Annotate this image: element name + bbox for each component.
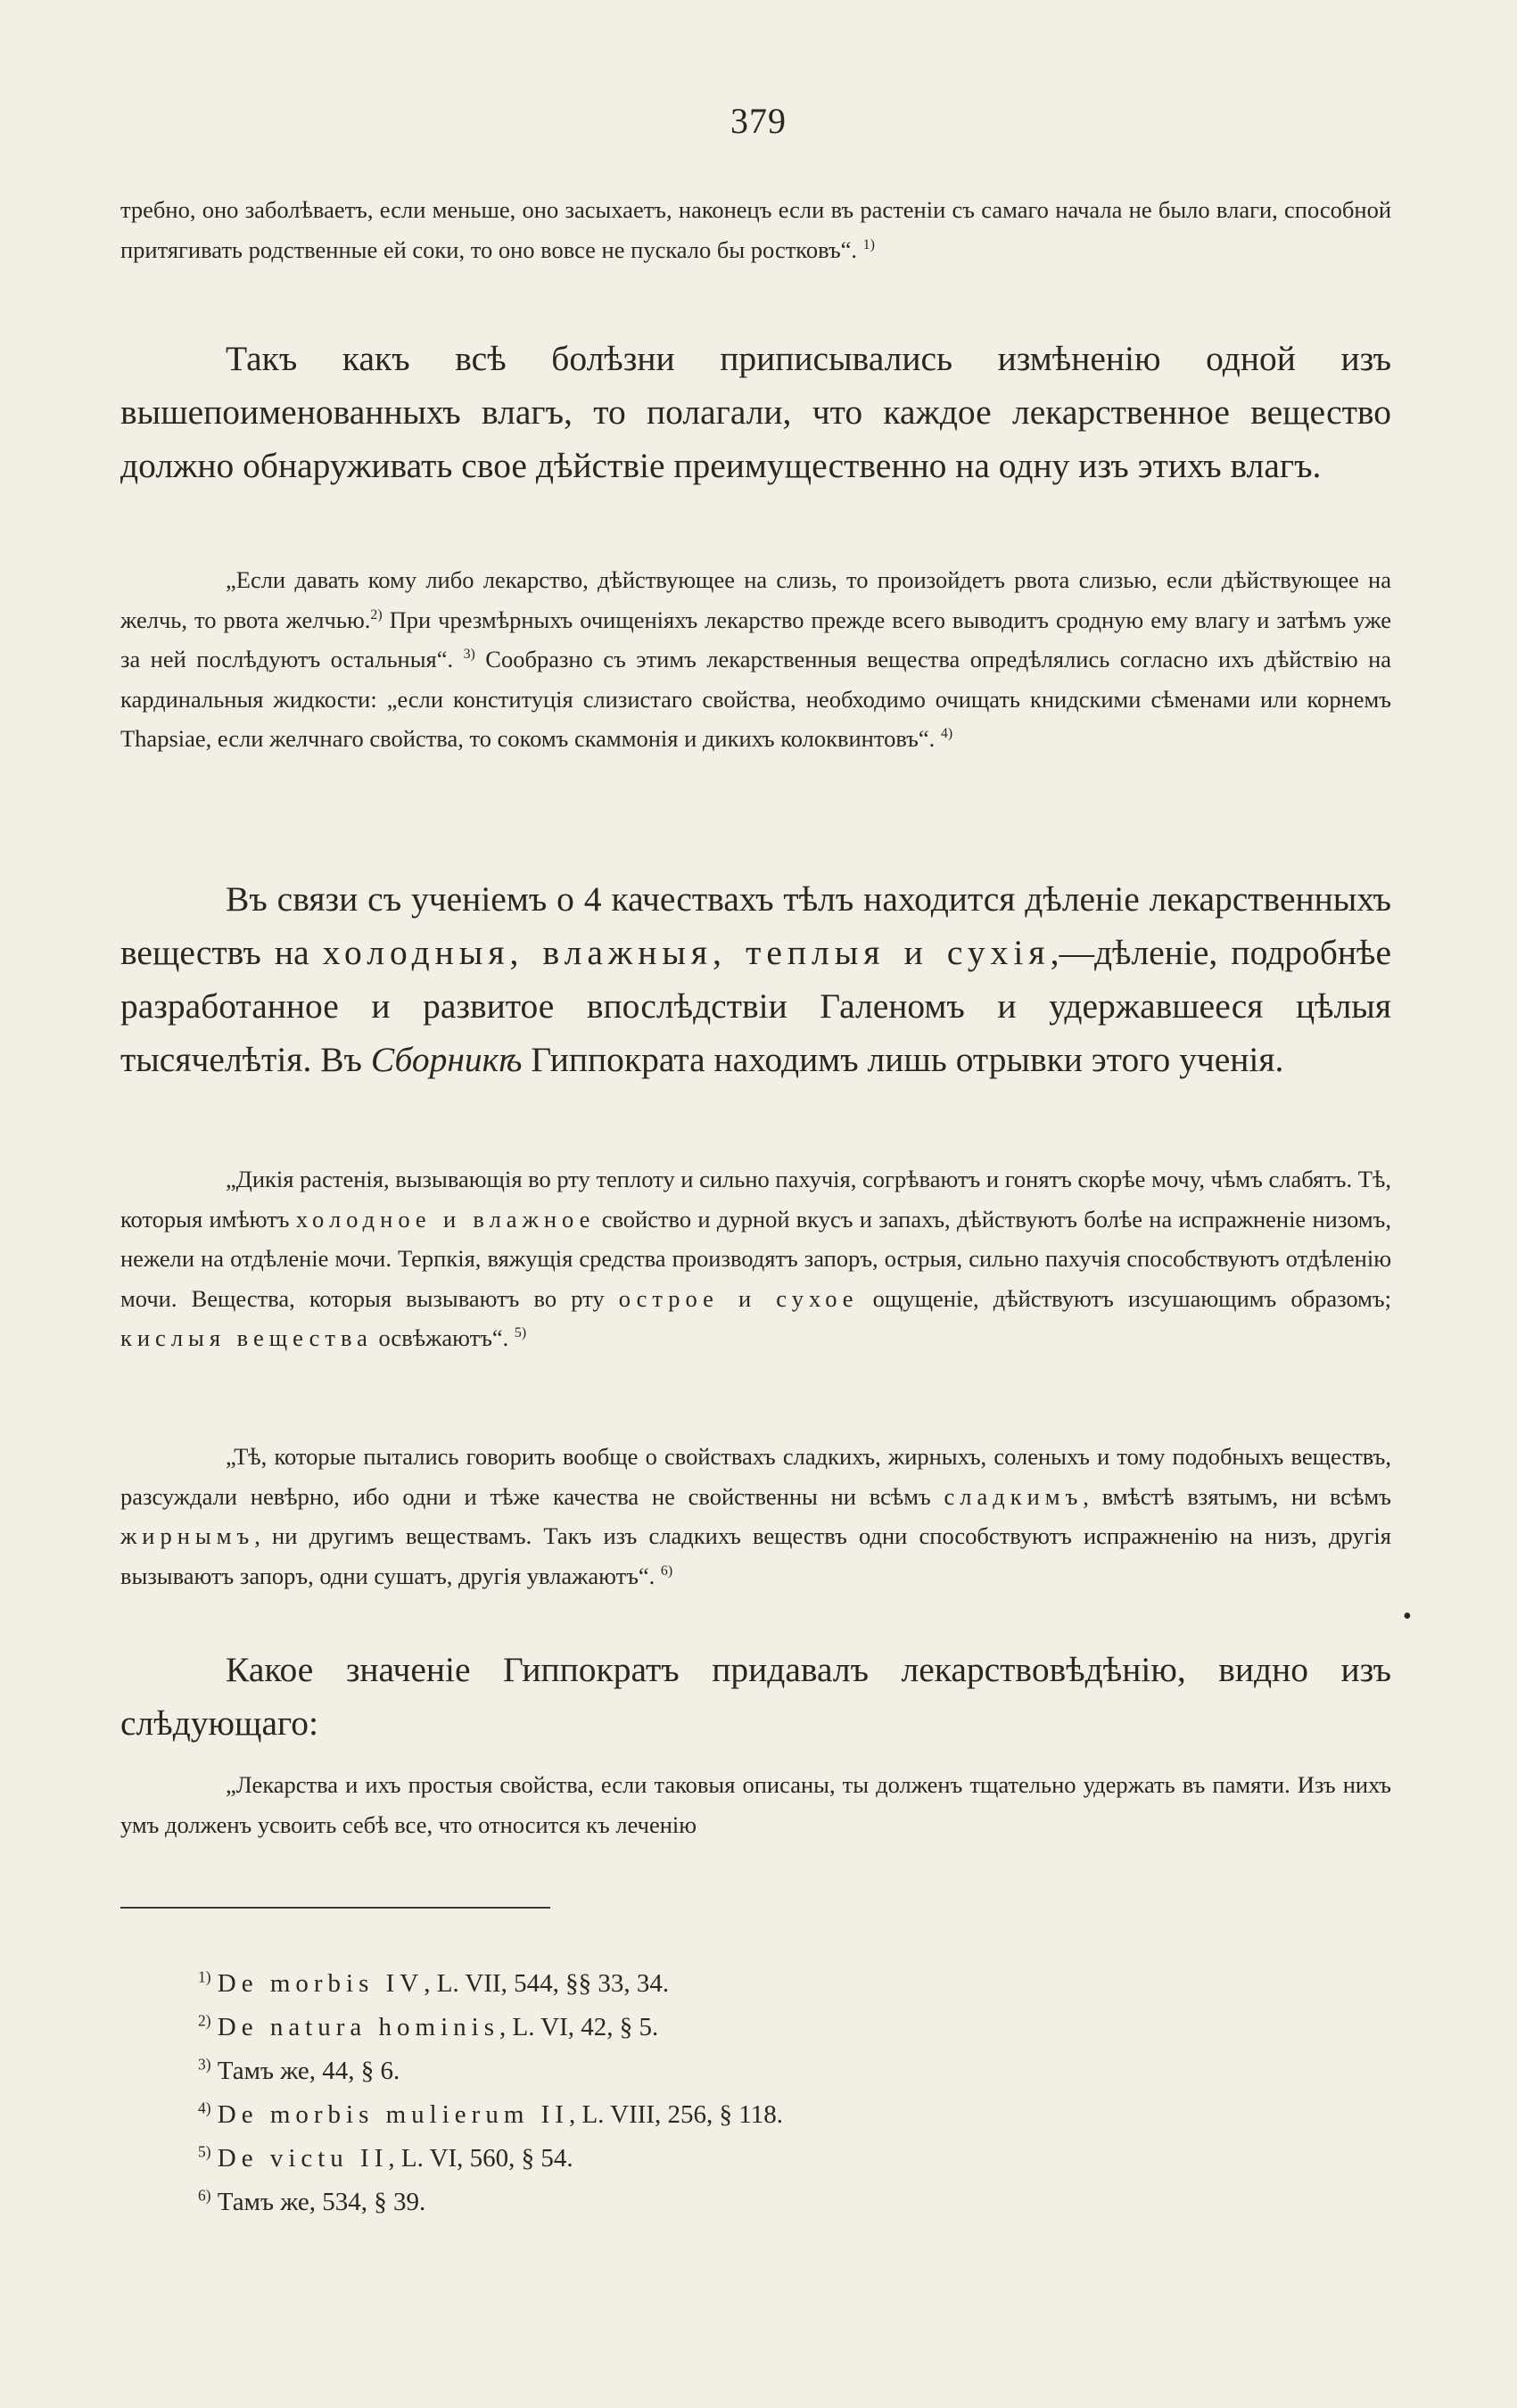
footnote-ref: 3) — [463, 647, 475, 663]
footnote: $^{1)}$ De morbis IV, L. VII, 544, §§ 33, 34. — [198, 1967, 670, 1998]
spaced-emphasis: жирнымъ — [120, 1522, 255, 1549]
quotation-2: „Дикія растенія, вызывающія во рту теплоту и сильно пахучія, согрѣваютъ и гонятъ скорѣе мочу, чѣмъ слабятъ. Тѣ, которыя имѣютъ холодное и влажное свойство и дурной вкусъ и запахъ, дѣйствуютъ болѣе на испражненіе низомъ, нежели на отдѣленіе мочи. Терпкія, вяжущія средства производятъ запоръ, острыя, сильно пахучія способствуютъ отдѣленію мочи. Вещества, которыя вызываютъ во рту острое и сухое ощущеніе, дѣйствуютъ изсушающимъ образомъ; кислыя вещества освѣжаютъ“. $^{5)}$ — [120, 1166, 1391, 1351]
spaced-emphasis: холодное и влажное — [295, 1205, 596, 1233]
footnote-ref: 1) — [862, 236, 875, 252]
footnote: $^{4)}$ De morbis mulierum II, L. VIII, 256, § 118. — [198, 2099, 783, 2129]
footnote: $^{3)}$ Тамъ же, 44, § 6. — [198, 2055, 400, 2085]
quotation-3: „Тѣ, которые пытались говорить вообще о свойствахъ сладкихъ, жирныхъ, соленыхъ и тому подобныхъ веществъ, разсуждали невѣрно, ибо одни и тѣже качества не свойственны ни всѣмъ сладкимъ, вмѣстѣ взятымъ, ни всѣмъ жирнымъ, ни другимъ веществамъ. Такъ изъ сладкихъ веществъ одни способствуютъ испражненію на низъ, другія вызываютъ запоръ, одни сушатъ, другія увлажаютъ“. $^{6)}$ — [120, 1443, 1391, 1589]
footnote: $^{5)}$ De victu II, L. VI, 560, § 54. — [198, 2142, 573, 2173]
quotation-4: „Лекарства и ихъ простыя свойства, если таковыя описаны, ты долженъ тщательно удержать въ памяти. Изъ нихъ умъ долженъ усвоить себѣ все, что относится къ леченію — [120, 1771, 1391, 1838]
footnote: $^{6)}$ Тамъ же, 534, § 39. — [198, 2186, 426, 2216]
paragraph-main-1: Такъ какъ всѣ болѣзни приписывались измѣненію одной изъ вышепоименованныхъ влагъ, то полагали, что каждое лекарственное вещество должно обнаруживать свое дѣйствіе преимущественно на одну изъ этихъ влагъ. — [120, 339, 1391, 485]
spaced-emphasis: сладкимъ — [944, 1482, 1084, 1510]
footnote: $^{2)}$ De natura hominis, L. VI, 42, § 5. — [198, 2011, 659, 2041]
footnote-ref: 6) — [660, 1563, 673, 1579]
italic-emphasis: Сборникѣ — [370, 1040, 523, 1079]
footnote-ref: 5) — [514, 1325, 527, 1341]
footnotes — [198, 1962, 1268, 2224]
quotation-1: „Если давать кому либо лекарство, дѣйствующее на слизь, то произойдетъ рвота слизью, если дѣйствующее на желчь, то рвота желчью.$^{2)}$ При чрезмѣрныхъ очищеніяхъ лекарство прежде всего выводитъ сродную ему влагу и затѣмъ уже за ней послѣдуютъ остальныя“. $^{3)}$ Сообразно съ этимъ лекарственныя вещества опредѣлялись согласно ихъ дѣйствію на кардинальныя жидкости: „если конституція слизистаго свойства, необходимо очищать книдскими сѣменами или корнемъ Thapsiae, если желчнаго свойства, то сокомъ скаммонія и дикихъ колоквинтовъ“. $^{4)}$ — [120, 566, 1392, 752]
footnote-ref: 2) — [370, 606, 383, 623]
page-number: 379 — [730, 101, 787, 141]
paragraph-main-3: Какое значеніе Гиппократъ придавалъ лекарствовѣдѣнію, видно изъ слѣдующаго: — [120, 1650, 1391, 1743]
paragraph-continuation: требно, оно заболѣваетъ, если меньше, оно засыхаетъ, наконецъ если въ растеніи съ самаго начала не было влаги, способной притягивать родственные ей соки, то оно вовсе не пускало бы ростковъ“. $^{1)}$ — [120, 196, 1391, 263]
paragraph-main-2: Въ связи съ ученіемъ о 4 качествахъ тѣлъ находится дѣленіе лекарственныхъ веществъ на холодныя, влажныя, теплыя и сухія,—дѣленіе, подробнѣе разработанное и развитое впослѣдствіи Галеномъ и удержавшееся цѣлыя тысячелѣтія. Въ Сборникѣ Гиппократа находимъ лишь отрывки этого ученія. — [120, 879, 1391, 1079]
footnote-rule — [120, 1907, 550, 1909]
spaced-emphasis: кислыя вещества — [120, 1324, 373, 1351]
footnote-ref: 4) — [940, 726, 953, 742]
spaced-emphasis: холодныя, влажныя, теплыя и сухія — [322, 933, 1051, 972]
spaced-emphasis: острое и сухое — [618, 1284, 859, 1312]
stray-dot: • — [1403, 1603, 1412, 1630]
